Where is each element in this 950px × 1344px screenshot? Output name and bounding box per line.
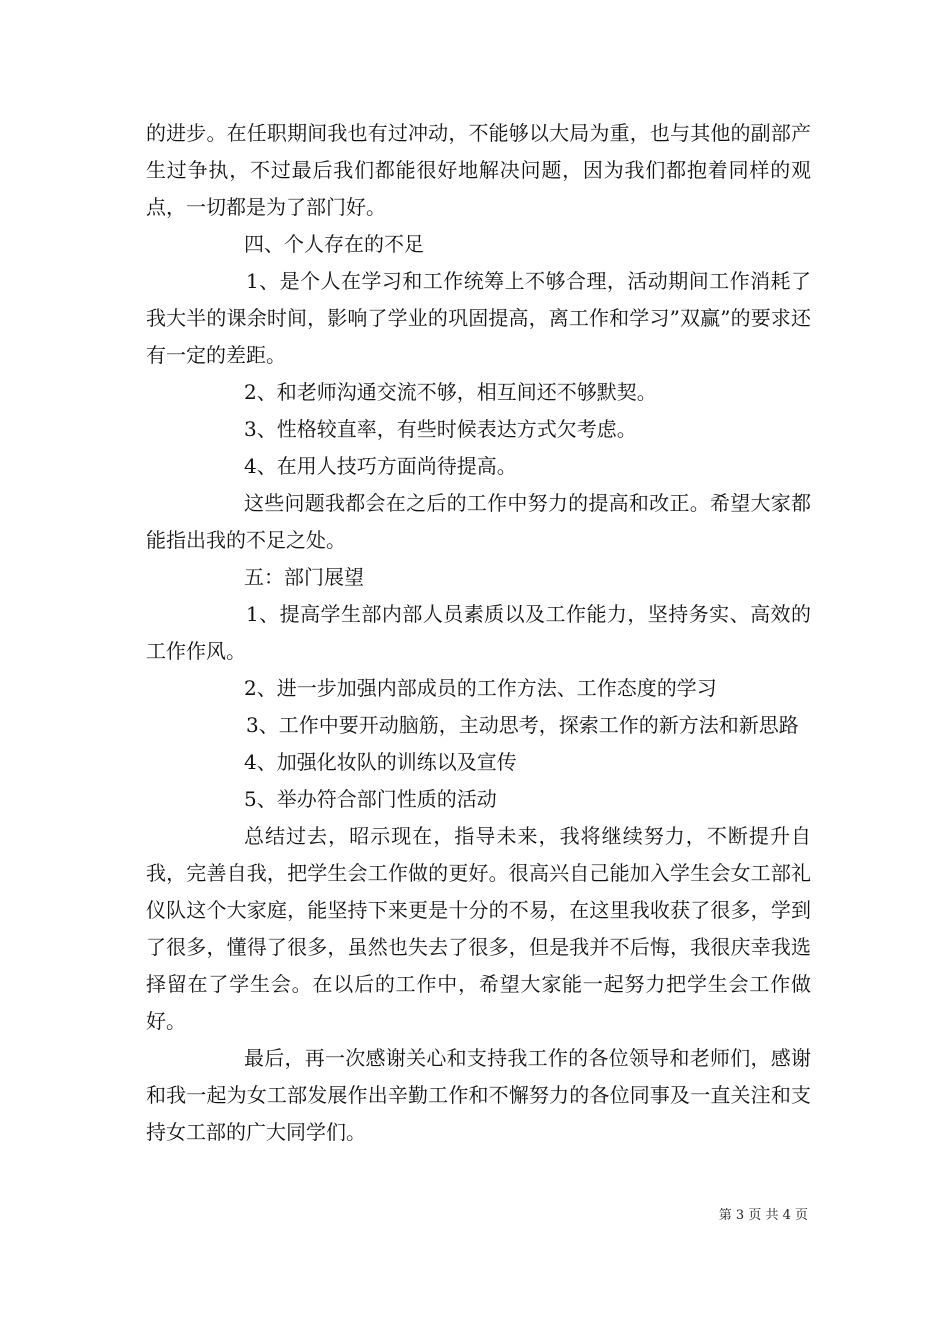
paragraph-summary: 总结过去，昭示现在，指导未来，我将继续努力，不断提升自我，完善自我，把学生会工作做的更好。很高兴自己能加入学生会女工部礼仪队这个大家庭，能坚持下来更是十分的不易，在这里我收获了很多，学到了很多，懂得了很多，虽然也失去了很多，但是我并不后悔，我很庆幸我选择留在了学生会。在以后的工作中，希望大家能一起努力把学生会工作做好。	[146, 824, 811, 1033]
shortcoming-item-4: 4、在用人技巧方面尚待提高。	[244, 454, 517, 478]
paragraph-thanks: 最后，再一次感谢关心和支持我工作的各位领导和老师们，感谢和我一起为女工部发展作出辛勤工作和不懈努力的各位同事及一直关注和支持女工部的广大同学们。	[146, 1046, 811, 1144]
outlook-item-5: 5、举办符合部门性质的活动	[244, 787, 497, 811]
paragraph-improvement: 这些问题我都会在之后的工作中努力的提高和改正。希望大家都能指出我的不足之处。	[146, 491, 811, 552]
shortcoming-item-3: 3、性格较直率，有些时候表达方式欠考虑。	[244, 417, 637, 441]
document-body	[146, 115, 811, 1151]
shortcoming-item-2: 2、和老师沟通交流不够，相互间还不够默契。	[244, 380, 657, 404]
outlook-item-2: 2、进一步加强内部成员的工作方法、工作态度的学习	[244, 676, 717, 700]
outlook-item-4: 4、加强化妆队的训练以及宣传	[244, 750, 517, 774]
outlook-item-3: 3、工作中要开动脑筋，主动思考，探索工作的新方法和新思路	[246, 713, 799, 737]
page-number: 第 3 页 共 4 页	[718, 1208, 808, 1223]
section-heading-shortcomings: 四、个人存在的不足	[244, 232, 424, 256]
section-heading-outlook: 五：部门展望	[244, 565, 364, 589]
outlook-item-1: 1、提高学生部内部人员素质以及工作能力，坚持务实、高效的工作作风。	[146, 602, 811, 663]
paragraph-progress: 的进步。在任职期间我也有过冲动，不能够以大局为重，也与其他的副部产生过争执，不过最后我们都能很好地解决问题，因为我们都抱着同样的观点，一切都是为了部门好。	[146, 121, 811, 219]
shortcoming-item-1: 1、是个人在学习和工作统筹上不够合理，活动期间工作消耗了我大半的课余时间，影响了学业的巩固提高，离工作和学习”双赢”的要求还有一定的差距。	[146, 269, 811, 367]
